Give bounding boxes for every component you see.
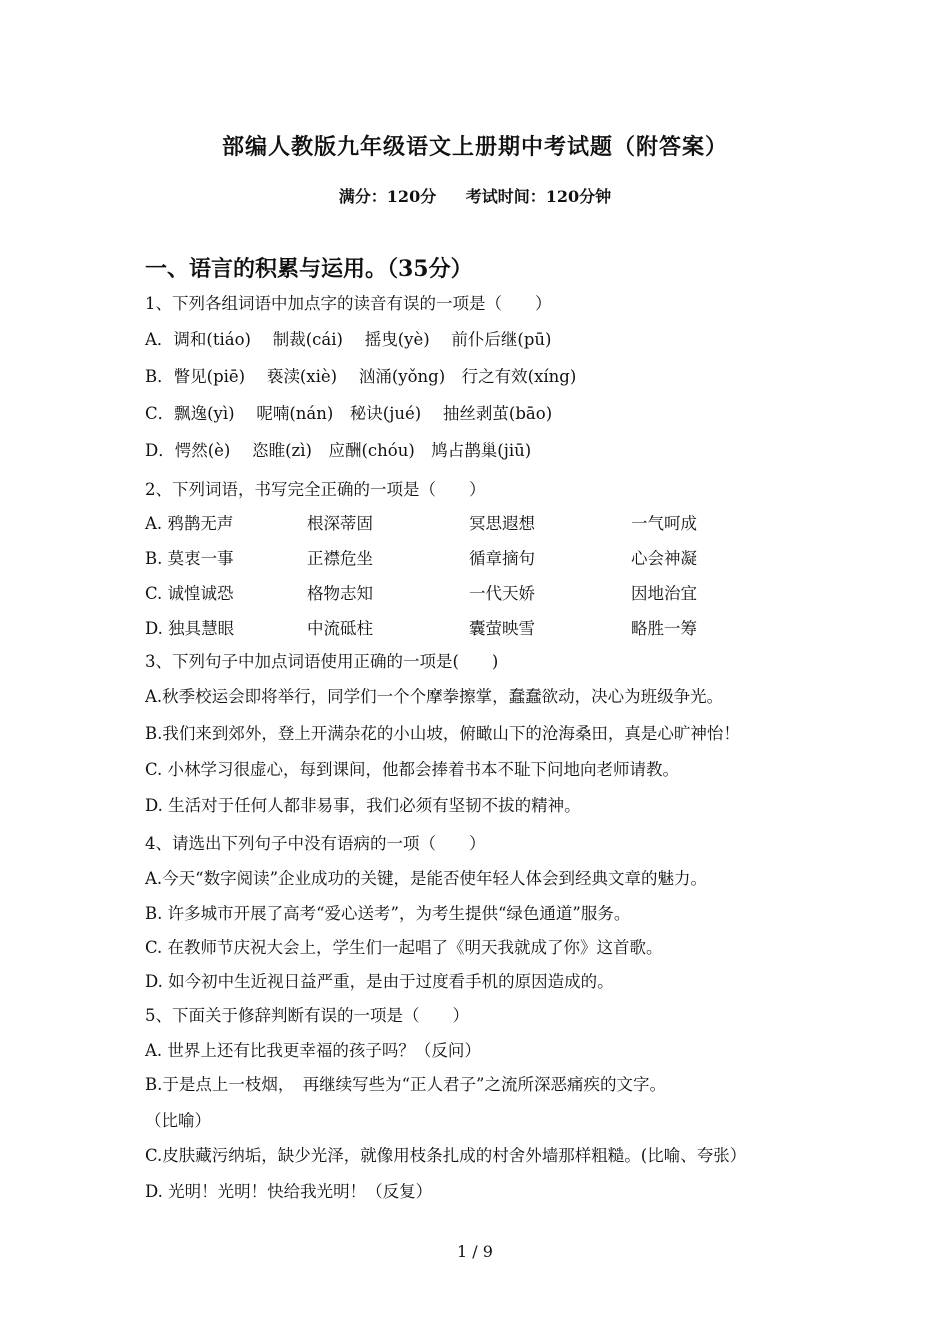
q1-option-d: D．愕然(è) 恣睢(zì) 应酬(chóu) 鸠占鹊巢(jiū) <box>145 441 532 460</box>
q2-cell: 正襟危坐 <box>307 549 373 568</box>
q3-option-b: B.我们来到郊外，登上开满杂花的小山坡，俯瞰山下的沧海桑田，真是心旷神怡！ <box>145 724 740 743</box>
q3-option-a: A.秋季校运会即将举行，同学们一个个摩拳擦掌，蠢蠢欲动，决心为班级争光。 <box>145 687 724 706</box>
document-title: 部编人教版九年级语文上册期中考试题（附答案） <box>221 134 728 160</box>
exam-time: 考试时间：120分钟 <box>465 187 612 206</box>
q1-stem: 1、下列各组词语中加点字的读音有误的一项是（ ） <box>145 294 552 313</box>
q5-option-d: D. 光明！光明！快给我光明！（反复） <box>145 1182 433 1201</box>
q5-stem: 5、下面关于修辞判断有误的一项是（ ） <box>145 1006 469 1025</box>
q2-cell: 循章摘句 <box>469 549 535 568</box>
q2-cell: 因地治宜 <box>631 584 697 603</box>
q2-cell: C. 诚惶诚恐 <box>145 584 234 603</box>
page-number: 1 / 9 <box>457 1242 493 1261</box>
section-heading: 一、语言的积累与运用。（35分） <box>145 256 473 282</box>
q1-option-b: B．瞥见(piē) 亵渎(xiè) 汹涌(yǒng) 行之有效(xíng) <box>145 367 577 386</box>
q3-option-c: C. 小林学习很虚心，每到课间，他都会捧着书本不耻下问地向老师请教。 <box>145 760 680 779</box>
q2-cell: 根深蒂固 <box>307 514 373 533</box>
q2-cell: 心会神凝 <box>631 549 697 568</box>
q2-row-c <box>145 582 825 606</box>
q4-option-d: D. 如今初中生近视日益严重，是由于过度看手机的原因造成的。 <box>145 972 614 991</box>
q2-cell: B. 莫衷一事 <box>145 549 234 568</box>
q4-option-a: A.今天“数字阅读”企业成功的关键，是能否使年轻人体会到经典文章的魅力。 <box>145 869 708 888</box>
q2-cell: 一气呵成 <box>631 514 697 533</box>
q2-cell: 冥思遐想 <box>469 514 535 533</box>
q2-row-a <box>145 512 825 536</box>
q5-option-a: A. 世界上还有比我更幸福的孩子吗？（反问） <box>145 1041 481 1060</box>
q2-cell: A. 鸦鹊无声 <box>145 514 234 533</box>
q2-cell: 略胜一筹 <box>631 619 697 638</box>
q2-cell: 一代天娇 <box>469 584 535 603</box>
q3-stem: 3、下列句子中加点词语使用正确的一项是( ) <box>145 652 499 671</box>
q1-option-c: C．飘逸(yì) 呢喃(nán) 秘诀(jué) 抽丝剥茧(bāo) <box>145 404 553 423</box>
q2-cell: 格物志知 <box>307 584 373 603</box>
q5-option-b-cont: （比喻） <box>145 1111 211 1130</box>
q2-cell: 囊萤映雪 <box>469 619 535 638</box>
q5-option-b: B.于是点上一枝烟， 再继续写些为“正人君子”之流所深恶痛疾的文字。 <box>145 1075 666 1094</box>
q2-row-b <box>145 547 825 571</box>
q2-row-d <box>145 617 825 641</box>
q2-stem: 2、下列词语，书写完全正确的一项是（ ） <box>145 480 486 499</box>
q1-option-a: A．调和(tiáo) 制裁(cái) 摇曳(yè) 前仆后继(pū) <box>145 330 552 349</box>
q4-option-c: C. 在教师节庆祝大会上，学生们一起唱了《明天我就成了你》这首歌。 <box>145 938 663 957</box>
q4-stem: 4、请选出下列句子中没有语病的一项（ ） <box>145 834 486 853</box>
q4-option-b: B. 许多城市开展了高考“爱心送考”，为考生提供“绿色通道”服务。 <box>145 904 631 923</box>
full-score: 满分：120分 <box>338 187 437 206</box>
q3-option-d: D. 生活对于任何人都非易事，我们必须有坚韧不拔的精神。 <box>145 796 581 815</box>
q2-cell: 中流砥柱 <box>307 619 373 638</box>
q2-cell: D. 独具慧眼 <box>145 619 235 638</box>
exam-info <box>0 184 950 207</box>
q5-option-c: C.皮肤藏污纳垢，缺少光泽，就像用枝条扎成的村舍外墙那样粗糙。(比喻、夸张） <box>145 1146 747 1165</box>
